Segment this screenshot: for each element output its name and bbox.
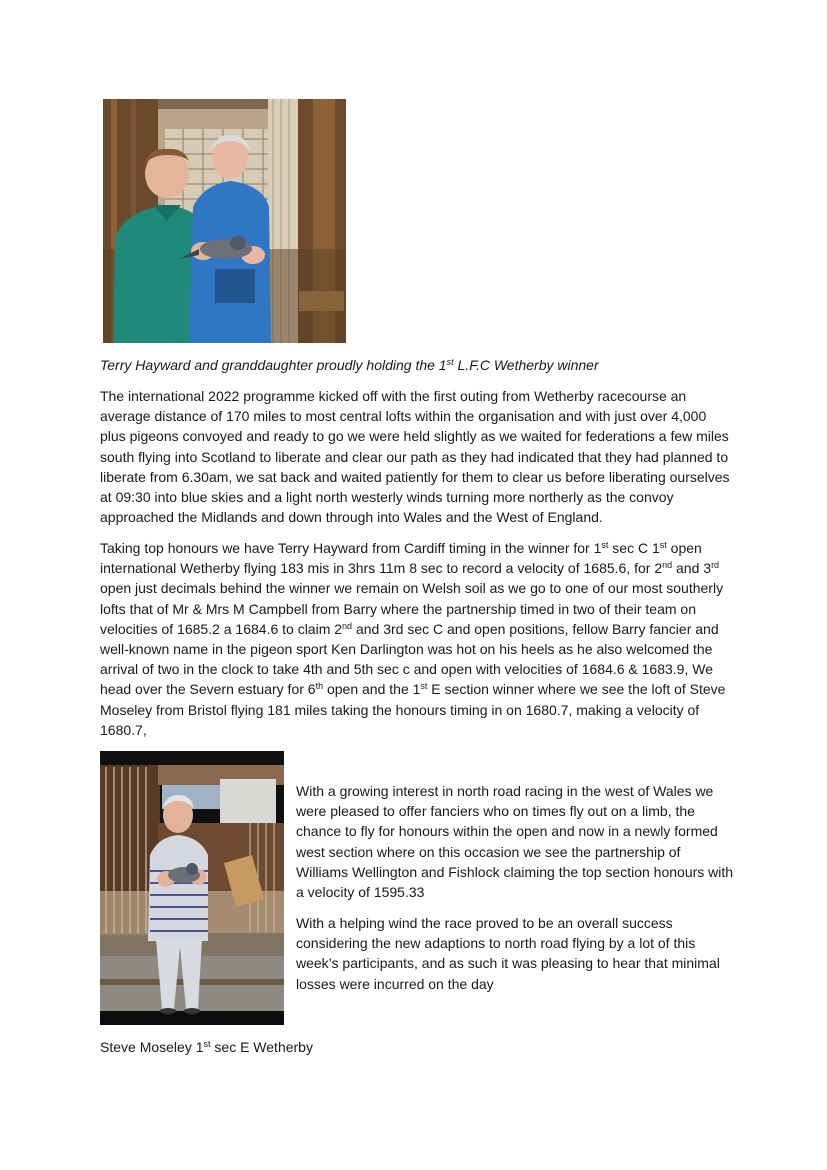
ordinal-superscript: st	[659, 540, 667, 550]
results-text: and 3	[672, 560, 712, 577]
photo-caption-terry-hayward	[100, 355, 740, 375]
caption-text-end: L.F.C Wetherby winner	[453, 357, 599, 373]
results-text: open just decimals behind the winner we remain on Welsh soil as we go to one of our most southerly lofts that of Mr & Mrs M Campbell from Barry where the partnership timed in two of their team on velocities of 1685.2 a 1684.6 to claim 2	[100, 580, 724, 637]
results-text: open international Wetherby flying 183 mis in 3hrs 11m 8 sec to record a velocity of 1685.6, for 2	[100, 540, 702, 577]
terry-hayward-photo	[103, 99, 346, 343]
photo-caption-steve-moseley	[100, 1037, 313, 1057]
ordinal-superscript: st	[420, 681, 428, 692]
results-text: sec C 1	[608, 540, 660, 556]
race-intro-paragraph: The international 2022 programme kicked off with the first outing from Wetherby racecourse an average distance of 170 miles to most central lofts within the organisation and with just over 4,000 plus pigeons convoyed and ready to go we were held slightly as we waited for federations a few miles south flying into Scotland to liberate and clear our path as they had indicated that they had planned to liberate from 6.30am, we sat back and waited patiently for them to clear us before liberating ourselves at 09:30 into blue skies and a light north westerly winds turning more northerly as the convoy approached the Midlands and down through into Wales and the West of England.	[100, 388, 730, 526]
ordinal-superscript: rd	[711, 560, 720, 571]
loft-photo-illustration	[100, 751, 284, 1025]
caption-text: Terry Hayward and granddaughter proudly holding the 1	[100, 357, 447, 373]
ordinal-superscript: th	[315, 681, 324, 692]
race-summary-paragraph: With a helping wind the race proved to be an overall success considering the new adaptions to north road flying by a lot of this week’s participants, and as such it was pleasing to hear that minimal losses were incurred on the day	[296, 915, 720, 992]
caption-superscript: st	[446, 357, 454, 367]
results-paragraph	[100, 538, 732, 740]
ordinal-superscript: st	[601, 540, 609, 550]
ordinal-superscript: nd	[342, 620, 353, 631]
steve-moseley-photo	[100, 751, 284, 1025]
results-text: E section winner where we see the loft of Steve Moseley from Bristol flying 181 miles taking the honours timing in on 1680.7, making a velocity of 1680.7,	[100, 681, 726, 738]
ordinal-superscript: nd	[662, 560, 673, 571]
loft-photo-illustration	[103, 99, 346, 343]
results-text: Taking top honours we have Terry Hayward from Cardiff timing in the winner for 1	[100, 540, 602, 556]
west-section-paragraph: With a growing interest in north road racing in the west of Wales we were pleased to offer fanciers who on times fly out on a limb, the chance to fly for honours within the open and now in a newly formed west section where on this occasion we see the partnership of Williams Wellington and Fishlock claiming the top section honours with a velocity of 1595.33	[296, 783, 734, 901]
results-text: and 3rd sec C and open positions, fellow Barry fancier and well-known name in the pigeon sport Ken Darlington was hot on his heels as he also welcomed the arrival of two in the clock to take 4th and 5th sec c and open with velocities of 1684.6 & 1683.9, We head over the Severn estuary for 6	[100, 620, 719, 698]
caption-superscript: st	[203, 1039, 211, 1049]
caption-text: Steve Moseley 1	[100, 1039, 204, 1055]
caption-text-end: sec E Wetherby	[210, 1039, 313, 1055]
results-text: open and the 1	[323, 681, 421, 698]
